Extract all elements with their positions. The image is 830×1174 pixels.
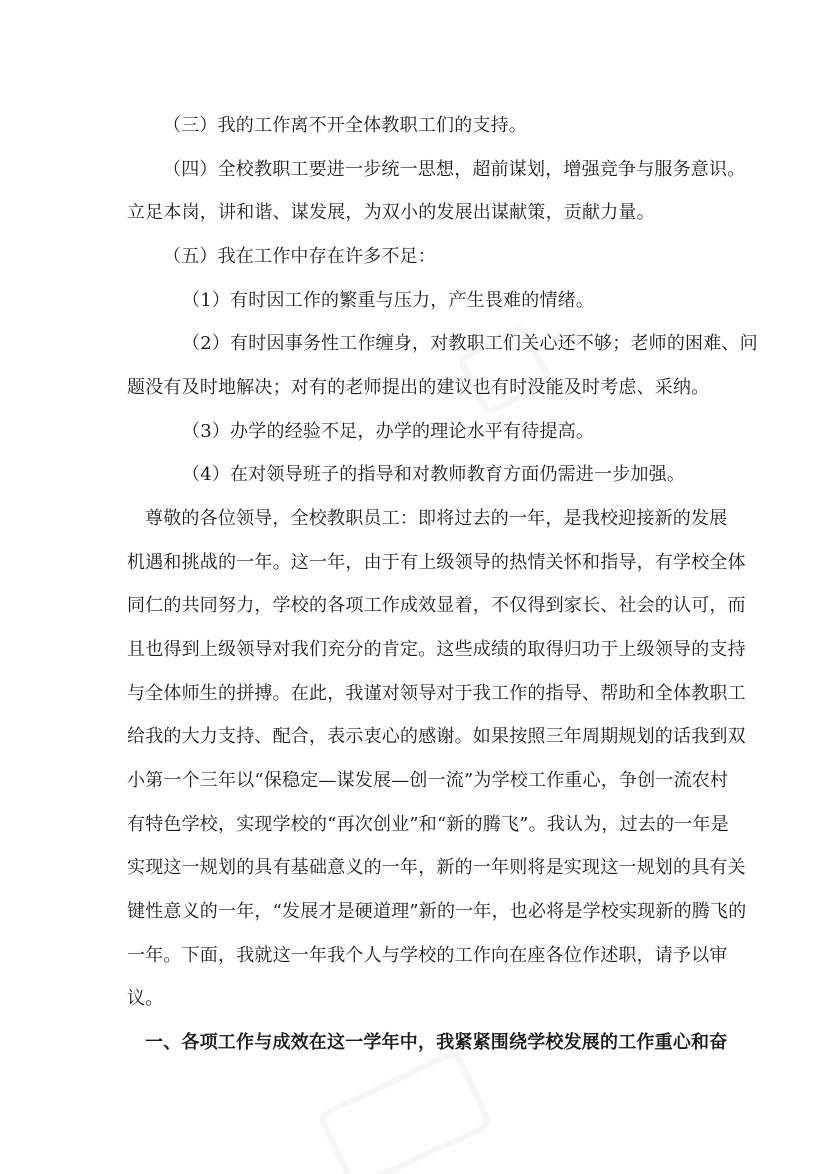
body-paragraph-line-11: 一年。下面，我就这一年我个人与学校的工作向在座各位作述职，请予以审 — [127, 945, 728, 966]
sub-item-2-line-1: （2）有时因事务性工作缠身，对教职工们关心还不够；老师的困难、问 — [182, 333, 758, 354]
section-heading: 一、各项工作与成效在这一学年中，我紧紧围绕学校发展的工作重心和奋 — [145, 1032, 728, 1053]
body-paragraph-line-4: 且也得到上级领导对我们充分的肯定。这些成绩的取得归功于上级领导的支持 — [127, 639, 746, 660]
body-paragraph-line-2: 机遇和挑战的一年。这一年，由于有上级领导的热情关怀和指导，有学校全体 — [127, 552, 746, 573]
paragraph-item-5: （五）我在工作中存在许多不足： — [163, 246, 436, 267]
sub-item-3: （3）办学的经验不足，办学的理论水平有待提高。 — [182, 421, 595, 442]
body-paragraph-line-5: 与全体师生的拼搏。在此，我谨对领导对于我工作的指导、帮助和全体教职工 — [127, 683, 746, 704]
sub-item-4: （4）在对领导班子的指导和对教师教育方面仍需进一步加强。 — [182, 464, 686, 485]
watermark-mark-lower — [320, 1052, 490, 1174]
paragraph-item-4-line-1: （四）全校教职工要进一步统一思想，超前谋划，增强竞争与服务意识。 — [163, 159, 746, 180]
sub-item-2-line-2: 题没有及时地解决；对有的老师提出的建议也有时没能及时考虑、采纳。 — [127, 377, 710, 398]
body-paragraph-line-12: 议。 — [127, 988, 164, 1009]
body-paragraph-line-10: 键性意义的一年，“发展才是硬道理”新的一年，也必将是学校实现新的腾飞的 — [127, 901, 747, 922]
body-paragraph-line-1: 尊敬的各位领导，全校教职员工：即将过去的一年，是我校迎接新的发展 — [145, 508, 728, 529]
paragraph-item-4-line-2: 立足本岗，讲和谐、谋发展，为双小的发展出谋献策，贡献力量。 — [127, 202, 655, 223]
body-paragraph-line-3: 同仁的共同努力，学校的各项工作成效显着，不仅得到家长、社会的认可，而 — [127, 595, 746, 616]
body-paragraph-line-8: 有特色学校，实现学校的“再次创业”和“新的腾飞”。我认为，过去的一年是 — [127, 814, 729, 835]
body-paragraph-line-7: 小第一个三年以“保稳定—谋发展—创一流”为学校工作重心，争创一流农村 — [127, 770, 729, 791]
paragraph-item-3: （三）我的工作离不开全体教职工们的支持。 — [163, 115, 527, 136]
sub-item-1: （1）有时因工作的繁重与压力，产生畏难的情绪。 — [182, 290, 595, 311]
body-paragraph-line-6: 给我的大力支持、配合，表示衷心的感谢。如果按照三年周期规划的话我到双 — [127, 726, 746, 747]
body-paragraph-line-9: 实现这一规划的具有基础意义的一年，新的一年则将是实现这一规划的具有关 — [127, 857, 746, 878]
